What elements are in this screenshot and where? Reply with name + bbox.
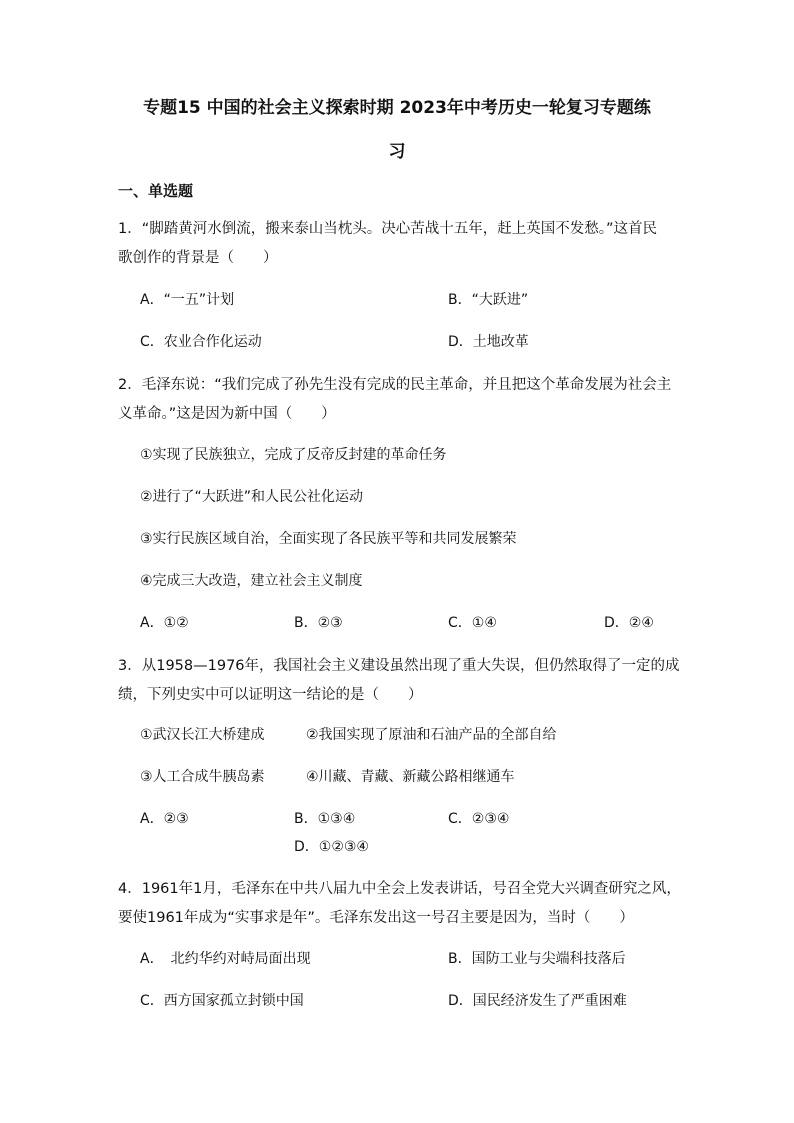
q3-option-c[interactable]: C．②③④ xyxy=(448,811,510,827)
q4-option-d[interactable]: D．国民经济发生了严重困难 xyxy=(448,993,627,1009)
q3-option-b[interactable]: B．①③④ xyxy=(294,811,356,827)
q2-statement-3: ③实行民族区域自治，全面实现了各民族平等和共同发展繁荣 xyxy=(140,531,517,547)
q3-statement-3: ③人工合成牛胰岛素 xyxy=(140,769,265,785)
q1-stem-line-1: 1．“脚踏黄河水倒流，搬来泰山当枕头。决心苦战十五年，赶上英国不发愁。”这首民 xyxy=(118,221,657,237)
q2-stem-line-2: 义革命。”这是因为新中国（ ） xyxy=(118,406,336,422)
q3-statement-4: ④川藏、青藏、新藏公路相继通车 xyxy=(306,769,515,785)
section-heading: 一、单选题 xyxy=(118,182,194,200)
document-title-line-2: 习 xyxy=(388,142,406,162)
q2-statement-4: ④完成三大改造，建立社会主义制度 xyxy=(140,573,363,589)
q1-option-c[interactable]: C．农业合作化运动 xyxy=(140,334,262,350)
q1-option-d[interactable]: D．土地改革 xyxy=(448,334,529,350)
q2-option-d[interactable]: D．②④ xyxy=(604,615,654,631)
q1-stem-line-2: 歌创作的背景是（ ） xyxy=(118,250,278,266)
q1-option-b[interactable]: B．“大跃进” xyxy=(448,292,529,308)
q4-option-b[interactable]: B．国防工业与尖端科技落后 xyxy=(448,951,626,967)
q4-stem-line-2: 要使1961年成为“实事求是年”。毛泽东发出这一号召主要是因为，当时（ ） xyxy=(118,910,634,926)
q2-statement-2: ②进行了“大跃进”和人民公社化运动 xyxy=(140,489,364,505)
q2-option-c[interactable]: C．①④ xyxy=(448,615,497,631)
q4-option-c[interactable]: C．西方国家孤立封锁中国 xyxy=(140,993,304,1009)
q4-stem-line-1: 4．1961年1月，毛泽东在中共八届九中全会上发表讲话，号召全党大兴调查研究之风， xyxy=(118,881,681,897)
q2-option-b[interactable]: B．②③ xyxy=(294,615,343,631)
q1-option-a[interactable]: A．“一五”计划 xyxy=(140,292,235,308)
q3-option-a[interactable]: A．②③ xyxy=(140,811,189,827)
document-title-line-1: 专题15 中国的社会主义探索时期 2023年中考历史一轮复习专题练 xyxy=(143,98,651,118)
q3-statement-1: ①武汉长江大桥建成 xyxy=(140,727,265,743)
q2-statement-1: ①实现了民族独立，完成了反帝反封建的革命任务 xyxy=(140,447,447,463)
q3-statement-2: ②我国实现了原油和石油产品的全部自给 xyxy=(306,727,557,743)
q4-option-a[interactable]: A． 北约华约对峙局面出现 xyxy=(140,951,311,967)
q3-stem-line-1: 3．从1958—1976年，我国社会主义建设虽然出现了重大失误，但仍然取得了一定的成 xyxy=(118,658,680,674)
q3-stem-line-2: 绩，下列史实中可以证明这一结论的是（ ） xyxy=(118,687,423,703)
q3-option-d[interactable]: D．①②③④ xyxy=(294,839,369,855)
q2-option-a[interactable]: A．①② xyxy=(140,615,189,631)
q2-stem-line-1: 2．毛泽东说：“我们完成了孙先生没有完成的民主革命，并且把这个革命发展为社会主 xyxy=(118,377,672,393)
